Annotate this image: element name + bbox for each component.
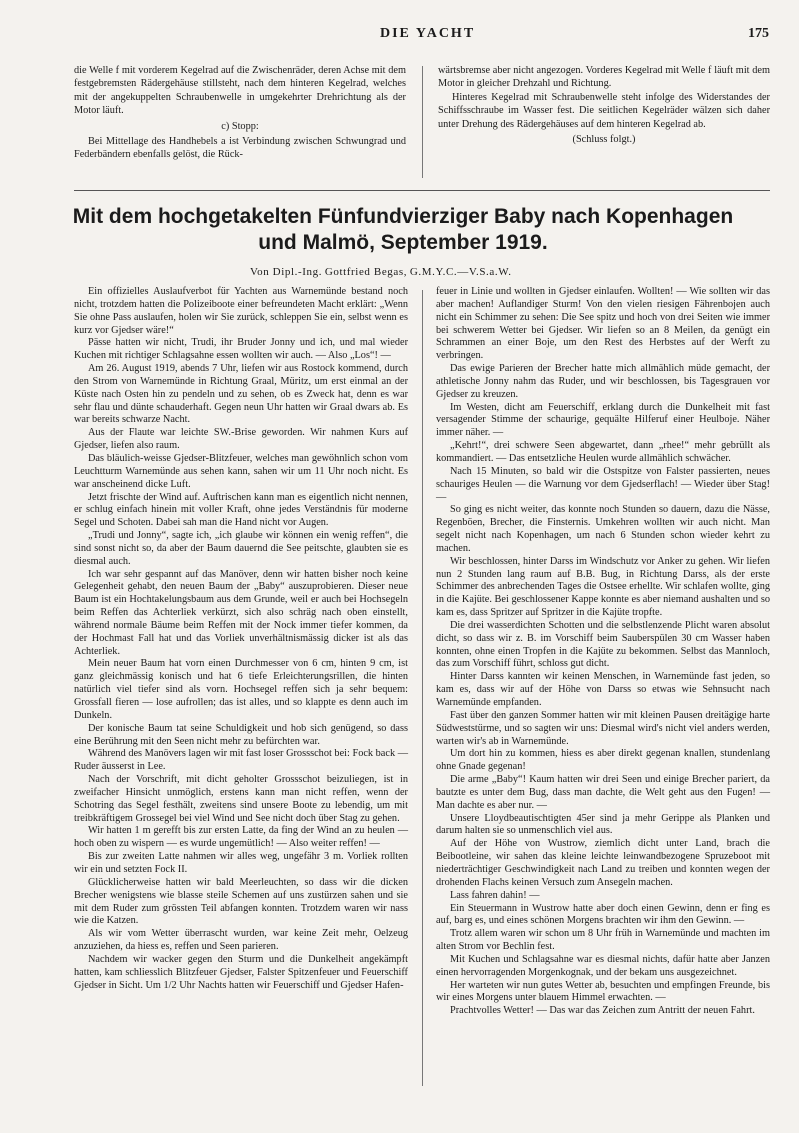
paragraph: Die arme „Baby“! Kaum hatten wir drei Seen und einige Brecher pariert, da bautzte es unter dem Bug, dass man dachte, die Welt geht aus den Fugen! — Man dachte es aber nur. —: [436, 774, 770, 811]
paragraph: Lass fahren dahin! —: [450, 889, 540, 901]
paragraph: Her warteten wir nun gutes Wetter ab, besuchten und empfingen Freunde, bis wir eines Morgens unter blauem Himmel erwachten. —: [436, 979, 770, 1004]
paragraph: Prachtvolles Wetter! — Das war das Zeichen zum Antritt der neuen Fahrt.: [450, 1005, 755, 1017]
paragraph: Jetzt frischte der Wind auf. Auftrischen kann man es eigentlich nicht nennen, er schlug einfach hinein mit voller Kraft, ohne jedes Verständnis für moderne Segel und Schoten. Dabei sah man die Hand nicht vor Augen.: [74, 491, 408, 529]
byline-author: Gottfried Begas,: [324, 266, 408, 278]
paragraph: Bei Mittellage des Handhebels a ist Verbindung zwischen Schwungrad und Federbändern ebenfalls gelöst, die Rück-: [74, 136, 406, 161]
running-title: DIE YACHT: [380, 26, 476, 41]
paragraph: Auf der Höhe von Wustrow, ziemlich dicht unter Land, brach die Beibootleine, wir sahen das kleine leichte leinwandbezogene Spruzeboot mit niederträchtiger Geschwindigkeit nach Land zu treiben und konnten wegen der drohenden Flachs keinen Versuch zum Ansegeln machen.: [436, 838, 770, 888]
paragraph: Mit Kuchen und Schlagsahne war es diesmal nichts, dafür hatte aber Janzen einen hervorragenden Morgenkognak, und der bekam uns ausgezeichnet.: [436, 953, 770, 978]
paragraph: Im Westen, dicht am Feuerschiff, erklang durch die Dunkelheit mit fast versagender Stimme der schaurige, gequälte Hilferuf einer Heulboje. Näher immer näher. —: [436, 401, 770, 439]
column-rule: [422, 290, 423, 1086]
byline-prefix: Von Dipl.-Ing.: [250, 266, 323, 278]
previous-article-left-column: [74, 64, 406, 162]
paragraph: Aus der Flaute war leichte SW.-Brise geworden. Wir nahmen Kurs auf Gjedser, liefen also raum.: [74, 427, 408, 452]
paragraph: Während des Manövers lagen wir mit fast loser Grossschot bei: Fock back — Ruder äusserst in Lee.: [74, 748, 408, 773]
paragraph: Als wir vom Wetter überrascht wurden, war keine Zeit mehr, Oelzeug anzuziehen, da hiess es, reffen und Seen parieren.: [74, 928, 408, 953]
paragraph: Ein Steuermann in Wustrow hatte aber doch einen Gewinn, denn er fing es auf, barg es, und eines schönen Morgens brachten wir ihm den Gewinn. —: [436, 902, 770, 927]
paragraph: So ging es nicht weiter, das konnte noch Stunden so dauern, dazu die Nässe, Regenböen, Brecher, die Finsternis. Umkehren wollten wir auch nicht. Man segelt nicht nach Kopenhagen, um nach 6 Stunden schon wieder kehrt zu machen.: [436, 504, 770, 554]
article-right-column: [436, 286, 770, 1018]
paragraph: Das ewige Parieren der Brecher hatte mich allmählich müde gemacht, der athletische Jonny nahm das Ruder, und wir beschlossen, bis Tagesgrauen vor Gjedser zu kreuzen.: [436, 363, 770, 400]
article-title: Mit dem hochgetakelten Fünfundvierziger Baby nach Kopenhagen und Malmö, September 1919.: [72, 205, 734, 254]
byline: [250, 266, 750, 278]
paragraph: Pässe hatten wir nicht, Trudi, ihr Bruder Jonny und ich, und mal wieder Kuchen mit richtiger Schlagsahne essen wollten wir auch. — Also „Los“! —: [74, 337, 408, 362]
paragraph: Trotz allem waren wir schon um 8 Uhr früh in Warnemünde und machten im alten Strom vor Bechlin fest.: [436, 928, 770, 953]
paragraph: die Welle f mit vorderem Kegelrad auf die Zwischenräder, deren Achse mit dem festgebremsten Rädergehäuse stillsteht, nach dem hinteren Kegelrad, welches mit der angekuppelten Schraubenwelle in umgekehrter Drehrichtung als der Motor läuft.: [74, 65, 406, 117]
paragraph: Nach 15 Minuten, so bald wir die Ostspitze von Falster passierten, neues schauriges Heulen — die Warnung vor dem Gjedserflach! — Wieder über Stag! —: [436, 465, 770, 503]
byline-club: G.M.Y.C.—V.S.a.W.: [409, 266, 512, 278]
paragraph: „Kehrt!“, drei schwere Seen abgewartet, dann „rhee!“ mehr gebrüllt als kommandiert. — Das entsetzliche Heulen wurde allmählich schwächer.: [436, 440, 770, 464]
continued-note: (Schluss folgt.): [572, 134, 636, 146]
paragraph: Glücklicherweise hatten wir bald Meerleuchten, so dass wir die dicken Brecher wenigstens wie blasse steile Schemen auf uns zustürzen sahen und sie mit dem Ruder zum grössten Teil abfangen konnten. Trotzdem waren wir nass wie die Katzen.: [74, 876, 408, 927]
paragraph: Hinter Darss kannten wir keinen Menschen, in Warnemünde fast jeden, so kam es, dass wir auf der Höhe von Darss so etwas wie Sehnsucht nach Warnemünde empfanden.: [436, 671, 770, 708]
paragraph: Ein offizielles Auslaufverbot für Yachten aus Warnemünde bestand noch nicht, trotzdem hatten die Polizeiboote einer befreundeten Macht erklärt: „Wenn Sie ohne Pass auslaufen, holen wir Sie zurück, schleppen Sie ein, selbst wenn es kurz vor Gjedser wäre!“: [74, 286, 408, 336]
paragraph: Mein neuer Baum hat vorn einen Durchmesser von 6 cm, hinten 9 cm, ist ganz gleichmässig konisch und hat 6 tiefe Erleichterungsrillen, die hinten natürlich viel tiefer sind als vorn. Hochsegel reffen sich ja sehr bequem: Grossfall fieren — lose aufrollen; das ist alles, und so klappte es denn auch im Dunkeln.: [74, 658, 408, 721]
section-divider: [74, 190, 770, 191]
section-subhead: c) Stopp:: [221, 120, 259, 132]
paragraph: Bis zur zweiten Latte nahmen wir alles weg, ungefähr 3 m. Vorliek rollten wir ein und setzten Fock II.: [74, 851, 408, 875]
paragraph: Nach der Vorschrift, mit dicht geholter Grossschot beizuliegen, ist in zweifacher Hinsicht unmöglich, erstens kann man nicht reffen, wenn der Schotring das Segel festhält, zweitens sind unsere Boote zu lebendig, um mit treibkräftigem Grossegel bei viel Wind und See nicht doch über Stag zu gehen.: [74, 774, 408, 824]
paragraph: Am 26. August 1919, abends 7 Uhr, liefen wir aus Rostock kommend, durch den Strom von Warnemünde in Richtung Graal, Müritz, um erst einmal an der Küste nach Osten hin zu pendeln und zu sehen, ob es Zweck hat, denn es war sehr flau und dünte schauderhaft. Gegen neun Uhr hatten wir Graal dwars ab. Es war bereits schwarze Nacht.: [74, 363, 408, 426]
paragraph: Ich war sehr gespannt auf das Manöver, denn wir hatten bisher noch keine Gelegenheit gehabt, den neuen Baum der „Baby“ auszuprobieren. Dieser neue Baum ist ein Hochtakelungsbaum aus dem Grunde, weil er auch bei Hochsegeln beim Reffen das Achterliek verkürzt, sich also schräg nach oben einstellt, während normale Bäume beim Reffen mit der Nock immer tiefer kommen, da der Hochmast Fall hat und das Vorliek unverhältnismässig dicker ist als das Achterliek.: [74, 568, 408, 657]
previous-article-right-column: [438, 64, 770, 146]
paragraph: Nachdem wir wacker gegen den Sturm und die Dunkelheit angekämpft hatten, kam schliesslich Blitzfeuer Gjedser, Falster Spitzenfeuer und Feuerschiff Gjedser in Sicht. Um 1/2 Uhr Nachts hatten wir Feuerschiff und Gjedser Hafen-: [74, 953, 408, 991]
paragraph: Wir beschlossen, hinter Darss im Windschutz vor Anker zu gehen. Wir liefen nun 2 Stunden lang raum auf B.B. Bug, in Richtung Darss, als der erste Schimmer des anbrechenden Tages die Ostsee erhellte. Wir schlafen wollte, ging in die Kajüte. Bei geschlossener Kappe konnte es aber niemand aushalten und so kam es, dass Spritzer auf Spritzer in die Kajüte tropfte.: [436, 555, 770, 619]
paragraph: wärtsbremse aber nicht angezogen. Vorderes Kegelrad mit Welle f läuft mit dem Motor in gleicher Drehzahl und Richtung.: [438, 65, 770, 90]
paragraph: Hinteres Kegelrad mit Schraubenwelle steht infolge des Widerstandes der Schiffsschraube im Wasser fest. Die seitlichen Kegelräder wälzen sich daher unter Drehung des Rädergehäuses auf dem hinteren Kegelrad ab.: [438, 91, 770, 130]
paragraph: Die drei wasserdichten Schotten und die selbstlenzende Plicht waren absolut dicht, so dass wir z. B. im Vorschiff beim Sauberspülen 30 cm Wasser haben konnten, ohne einen Tropfen in die Kajüte zu bekommen. Selbst das Mannloch, das zum Vorschiff führt, schloss gut dicht.: [436, 619, 770, 670]
page-number: 175: [748, 26, 769, 41]
column-rule: [422, 66, 423, 178]
paragraph: „Trudi und Jonny“, sagte ich, „ich glaube wir können ein wenig reffen“, die sind sonst nicht so, da aber der Baum dauernd die See peitschte, glaubten sie es diesmal auch.: [74, 530, 408, 567]
paragraph: Das bläulich-weisse Gjedser-Blitzfeuer, welches man gewöhnlich schon vom Leuchtturm Warnemünde aus sehen kann, sahen wir um 11 Uhr noch nicht. Es war anscheinend dicke Luft.: [74, 452, 408, 490]
page-header: [380, 26, 769, 44]
paragraph: Fast über den ganzen Sommer hatten wir mit kleinen Pausen dreitägige harte Südweststürme, und so sagten wir uns: Diesmal wird's nicht viel anders werden, warten wir's ab in Warnemünde.: [436, 709, 770, 747]
paragraph: Unsere Lloydbeautischtigten 45er sind ja mehr Gerippe als Planken und darum halten sie so unmenschlich viel aus.: [436, 812, 770, 837]
paragraph: Wir hatten 1 m gerefft bis zur ersten Latte, da fing der Wind an zu heulen — hoch oben zu wispern — es wurde ungemütlich! — Also weiter reffen! —: [74, 825, 408, 850]
paragraph: Der konische Baum tat seine Schuldigkeit und hob sich genügend, so dass eine Berührung mit den Seen nicht mehr zu befürchten war.: [74, 722, 408, 747]
paragraph: feuer in Linie und wollten in Gjedser einlaufen. Wollten! — Wie sollten wir das aber machen! Auflandiger Sturm! Von den vielen riesigen Fährenbojen auch nicht ein Schimmer zu sehen: Die See spitz und hoch von drei Seiten wie immer bei schwerem Wetter bei Gjedser. Wir liefen so an 8 Meilen, da genügt ein Schrammen an einer Boje, um den Rest des Herbstes auf der Werft zu verbringen.: [436, 286, 770, 362]
paragraph: Um dort hin zu kommen, hiess es aber direkt gegenan knallen, stundenlang ohne Gnade gegenan!: [436, 748, 770, 773]
article-left-column: [74, 286, 408, 992]
